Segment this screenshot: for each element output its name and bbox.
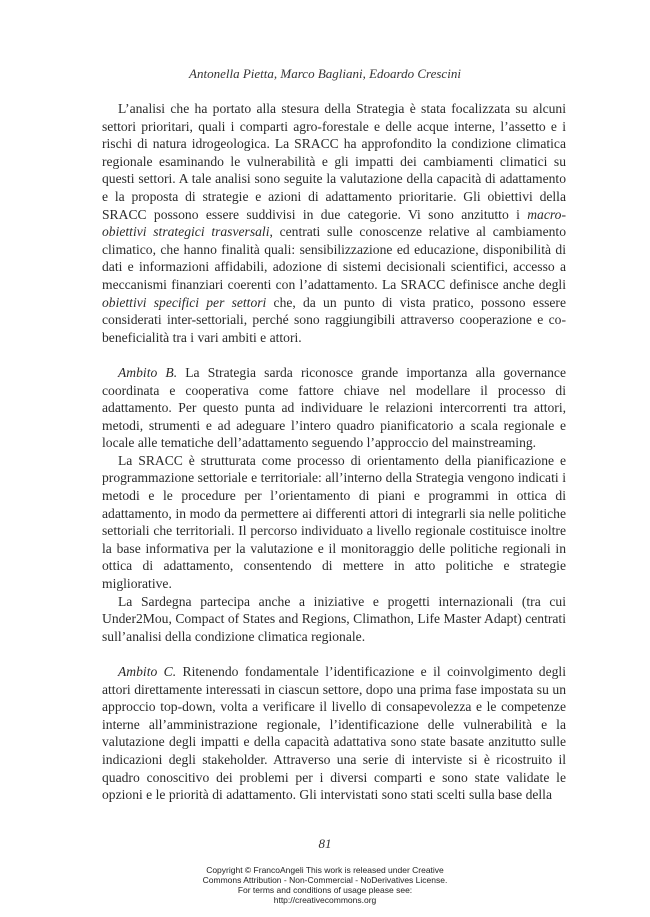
paragraph-4: La Sardegna partecipa anche a iniziative e progetti internazionali (tra cui Under2Mou, Compact of States and Regions, Climathon, Life Master Adapt) centrati sull’analisi della condizione climatica regionale. [102,593,566,644]
body-text [102,100,566,804]
running-head: Antonella Pietta, Marco Bagliani, Edoardo Crescini [189,66,461,81]
footer-link[interactable]: http://creativecommons.org [273,895,377,905]
footer-line: Commons Attribution - Non-Commercial - NoDerivatives License. [202,875,448,885]
section-label: Ambito B. [118,364,178,380]
paragraph-text: L’analisi che ha portato alla stesura della Strategia è stata focalizzata su alcuni settori prioritari, quali i comparti agro-forestale e delle acque interne, l’assetto e i rischi di natura idrogeologica. La SRACC ha approfondito la condizione climatica regionale esaminando le vulnerabilità e gli impatti dei cambiamenti climatici su questi settori. A tale analisi sono seguite la valutazione della capacità di adattamento e la proposta di strategie e azioni di adattamento prioritarie. Gli obiettivi della SRACC possono essere suddivisi in due categorie. Vi sono anzitutto i [102,101,566,222]
paragraph-ambito-b [102,364,566,452]
copyright-footer [0,865,650,905]
section-label: Ambito C. [118,664,177,679]
footer-line: For terms and conditions of usage please see: [237,885,413,895]
paragraph-gap [102,645,566,663]
emphasis-text: macro-obiettivi strategici trasversali [102,206,566,240]
footer-line: Copyright © FrancoAngeli This work is released under Creative [206,865,444,875]
paragraph-text: , centrati sulle conoscenze relative al cambiamento climatico, che hanno finalità quali: sensibilizzazione ed educazione, disponibilità di dati e informazioni affidabili, adozione di sistemi decisionali scientifici, accesso a meccanismi finanziari coerenti con l’adattamento. La SRACC definisce anche degli [102,224,566,292]
paragraph-1 [102,100,566,346]
paragraph-gap [102,346,566,364]
paragraph-text: Ritenendo fondamentale l’identificazione e il coinvolgimento degli attori direttamente interessati in ciascun settore, dopo una prima fase impostata su un approccio top-down, volta a verificare il livello di consapevolezza e le competenze interne all’amministrazione regionale, l’identificazione delle vulnerabilità e la valutazione degli impatti e della capacità adattativa sono state basate anzitutto sulle indicazioni degli stakeholder. Attraverso una serie di interviste si è ricostruito il quadro conoscitivo dei problemi per i diversi comparti e sono state validate le opzioni e le priorità di adattamento. Gli intervistati sono stati scelti sulla base della [102,664,566,803]
paragraph-ambito-c [102,663,566,804]
paragraph-text: che, da un punto di vista pratico, possono essere considerati inter-settoriali, perché sono raggiungibili attraverso cooperazione e co-beneficialità tra i vari ambiti e attori. [102,294,566,345]
page-number: 81 [318,836,332,851]
emphasis-text: obiettivi specifici per settori [102,294,267,310]
paragraph-text: La Strategia sarda riconosce grande importanza alla governance coordinata e cooperativa come fattore chiave nel modellare il processo di adattamento. Per questo punta ad individuare le relazioni intercorrenti tra attori, metodi, strumenti e ad adeguare l’intero quadro pianificatorio a scala regionale e locale alle tematiche dell’adattamento seguendo l’approccio del mainstreaming. [102,364,566,451]
paragraph-3: La SRACC è strutturata come processo di orientamento della pianificazione e programmazione settoriale e territoriale: all’interno della Strategia vengono indicati i metodi e le procedure per l’orientamento di piani e programmi in ottica di adattamento, in modo da permettere ai differenti attori di integrarli sia nelle politiche settoriali che territoriali. Il percorso individuato a livello regionale costituisce inoltre la base informativa per la valutazione e il monitoraggio delle politiche regionali in ottica di adattamento, consentendo di mettere in atto politiche e strategie migliorative. [102,452,566,592]
